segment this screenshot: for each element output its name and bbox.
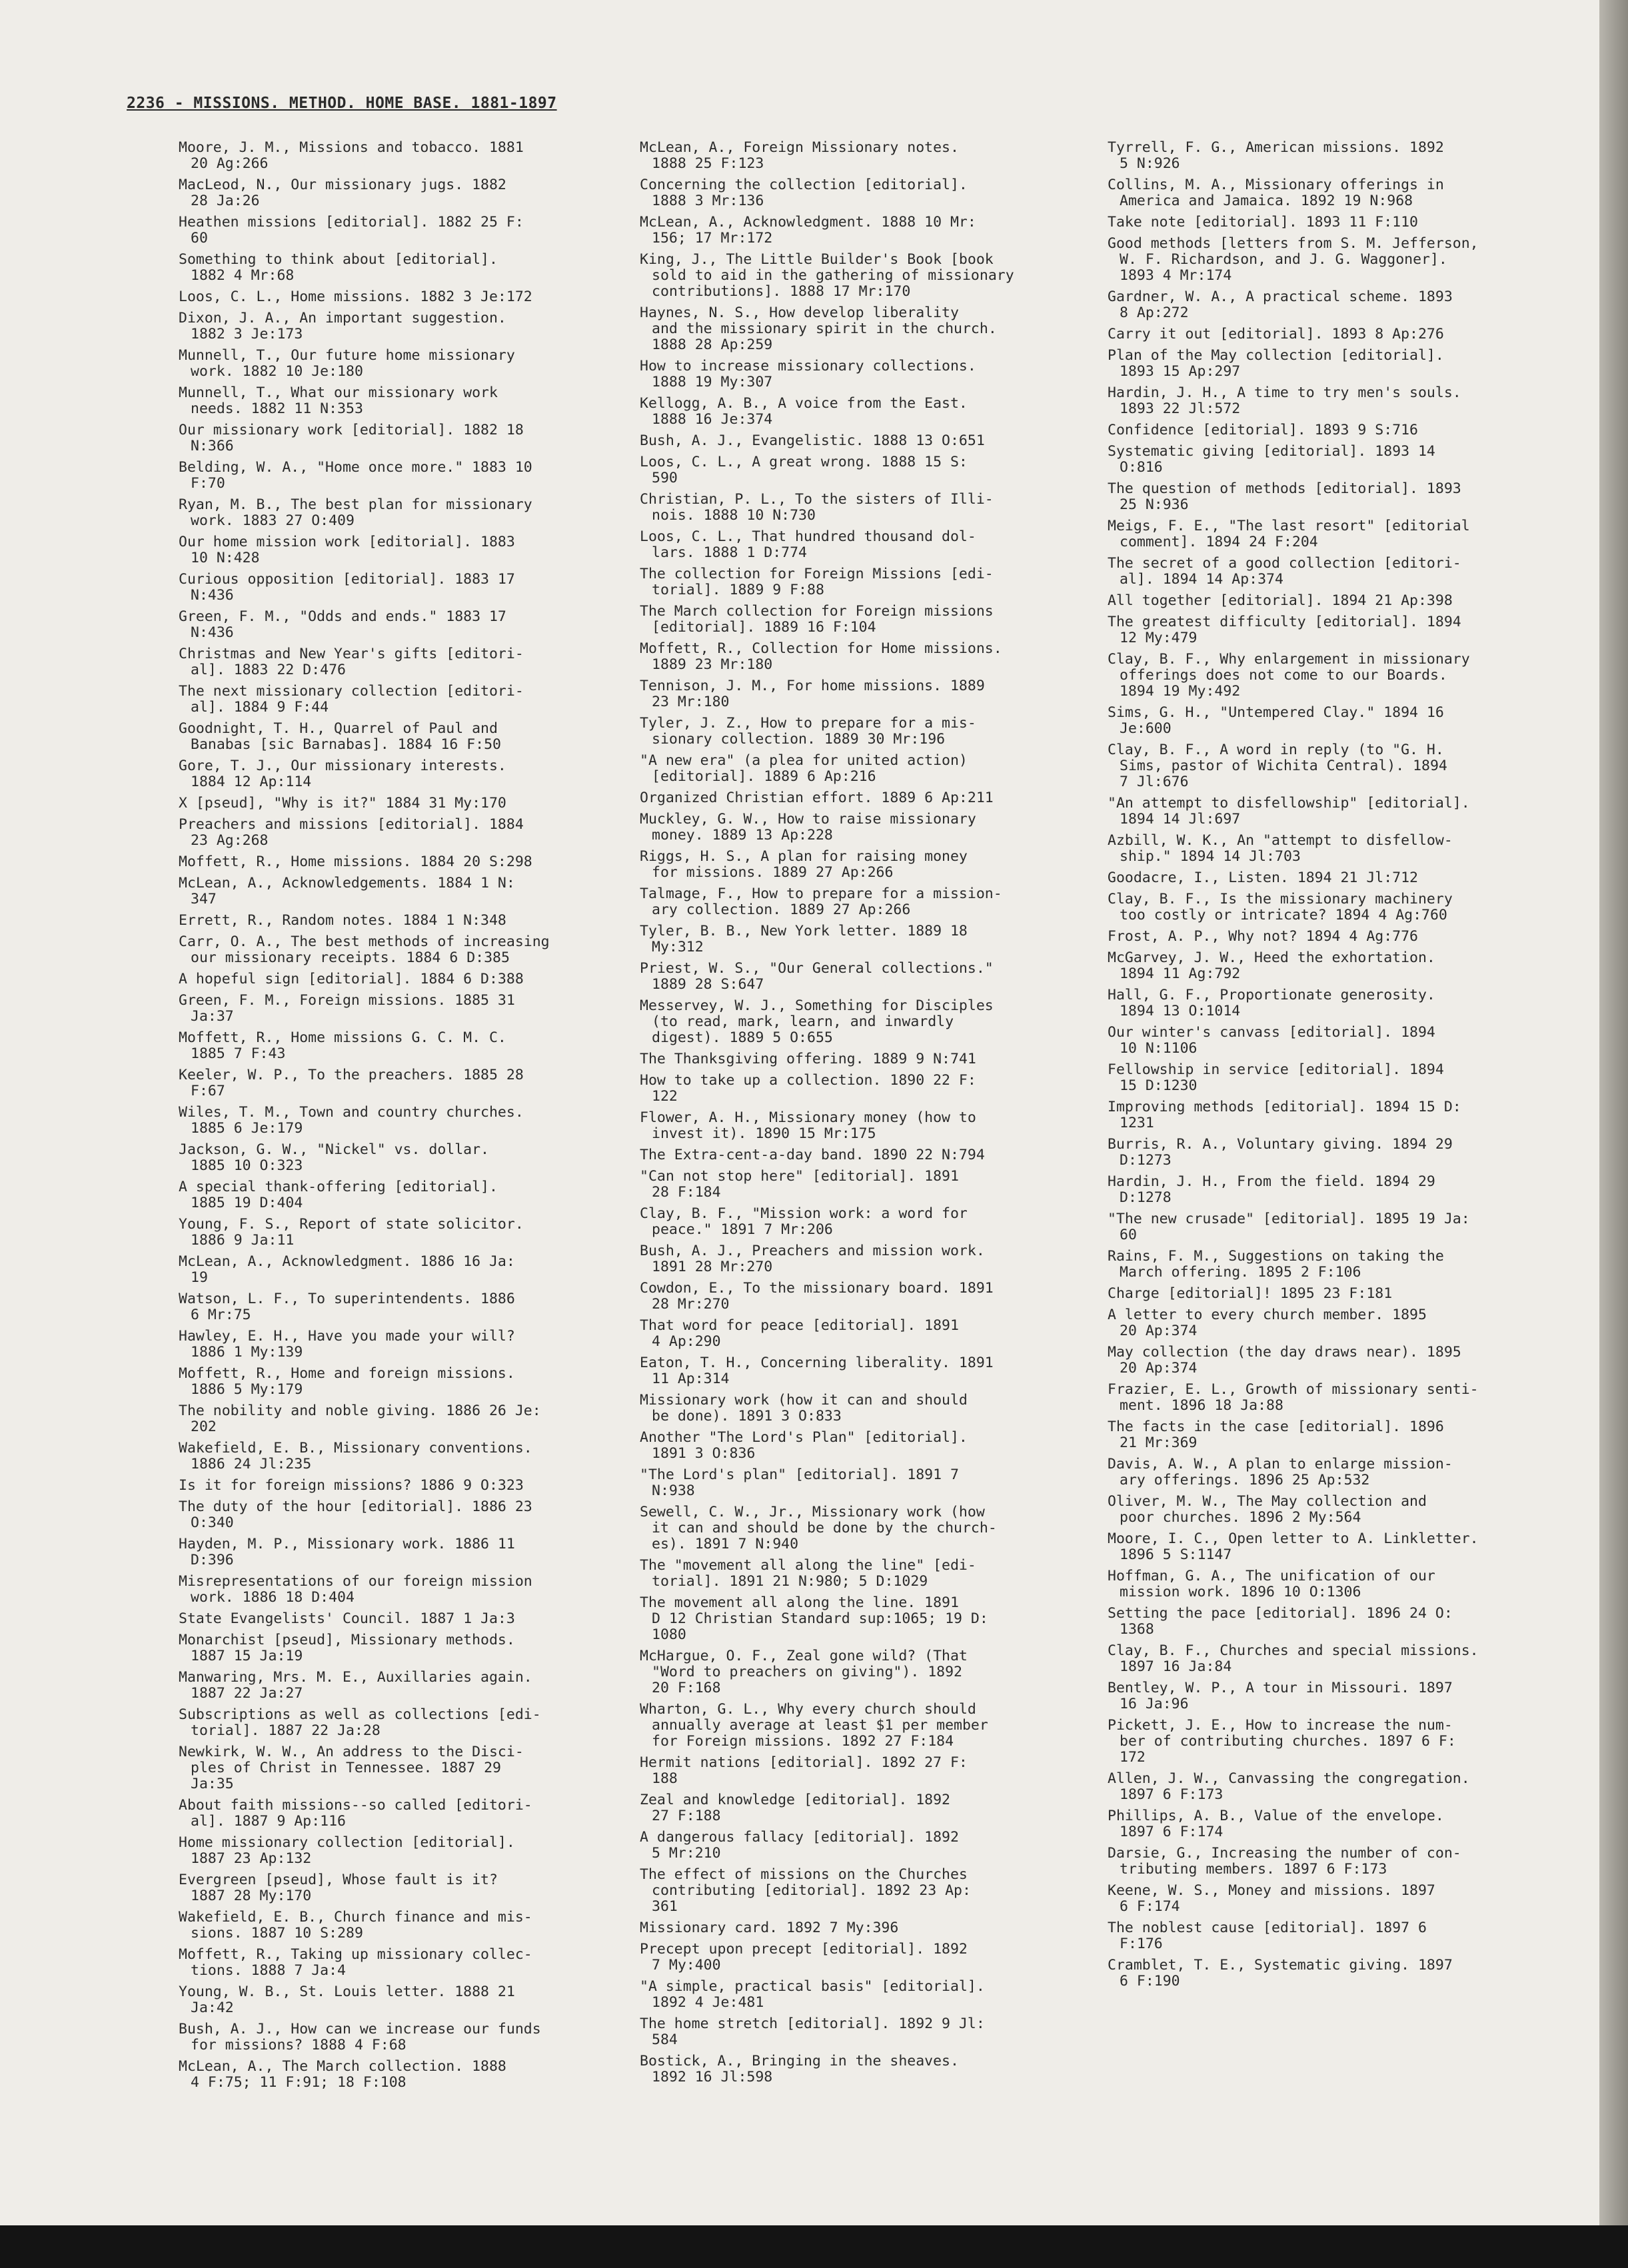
index-entry: Bentley, W. P., A tour in Missouri. 1897 16 Ja:96 [1108,1680,1453,1712]
index-entry: A letter to every church member. 1895 20 Ap:374 [1108,1307,1427,1339]
index-entry: "Can not stop here" [editorial]. 1891 28 F:184 [640,1168,959,1201]
index-entry: Davis, A. W., A plan to enlarge mission- ary offerings. 1896 25 Ap:532 [1108,1456,1453,1488]
index-entry: Moffett, R., Home missions G. C. M. C. 1885 7 F:43 [179,1029,506,1062]
index-entry: The next missionary collection [editori- al]. 1884 9 F:44 [179,683,524,716]
index-entry: Muckley, G. W., How to raise missionary money. 1889 13 Ap:228 [640,811,976,844]
index-entry: Hardin, J. H., A time to try men's souls. 1893 22 Jl:572 [1108,384,1461,417]
index-entry: Subscriptions as well as collections [edi- torial]. 1887 22 Ja:28 [179,1706,541,1739]
index-entry: Keene, W. S., Money and missions. 1897 6 F:174 [1108,1882,1435,1915]
index-entry: Missionary card. 1892 7 My:396 [640,1920,899,1936]
index-entry: That word for peace [editorial]. 1891 4 Ap:290 [640,1317,959,1350]
index-entry: Hall, G. F., Proportionate generosity. 1894 13 O:1014 [1108,987,1435,1019]
index-entry: Charge [editorial]! 1895 23 F:181 [1108,1285,1393,1302]
index-entry: The secret of a good collection [editori- al]. 1894 14 Ap:374 [1108,555,1461,588]
index-entry: Flower, A. H., Missionary money (how to invest it). 1890 15 Mr:175 [640,1109,976,1142]
index-entry: Clay, B. F., A word in reply (to "G. H. Sims, pastor of Wichita Central). 1894 7 Jl:676 [1108,742,1447,790]
index-entry: All together [editorial]. 1894 21 Ap:398 [1108,592,1453,609]
index-entry: Clay, B. F., Why enlargement in missionary offerings does not come to our Boards. 1894 19 My:492 [1108,651,1470,700]
index-entry: Allen, J. W., Canvassing the congregation. 1897 6 F:173 [1108,1770,1470,1803]
index-entry: Moore, I. C., Open letter to A. Linkletter. 1896 5 S:1147 [1108,1530,1479,1563]
index-entry: Christian, P. L., To the sisters of Illi- nois. 1888 10 N:730 [640,491,994,524]
index-entry: Hermit nations [editorial]. 1892 27 F: 188 [640,1754,968,1787]
index-entry: Clay, B. F., Churches and special missions. 1897 16 Ja:84 [1108,1642,1479,1675]
index-entry: Eaton, T. H., Concerning liberality. 1891 11 Ap:314 [640,1355,994,1387]
index-entry: Young, F. S., Report of state solicitor. 1886 9 Ja:11 [179,1216,524,1249]
index-entry: Darsie, G., Increasing the number of con- tributing members. 1897 6 F:173 [1108,1845,1461,1878]
index-entry: Loos, C. L., Home missions. 1882 3 Je:172 [179,288,532,305]
index-entry: Hayden, M. P., Missionary work. 1886 11 D:396 [179,1536,515,1568]
index-entry: Carr, O. A., The best methods of increasing our missionary receipts. 1884 6 D:385 [179,933,550,966]
index-entry: Green, F. M., "Odds and ends." 1883 17 N:436 [179,608,506,641]
index-entry: Rains, F. M., Suggestions on taking the March offering. 1895 2 F:106 [1108,1248,1444,1281]
index-entry: Errett, R., Random notes. 1884 1 N:348 [179,912,506,929]
index-entry: Green, F. M., Foreign missions. 1885 31 Ja:37 [179,992,515,1025]
index-entry: "An attempt to disfellowship" [editorial]. 1894 14 Jl:697 [1108,795,1470,828]
index-entry: Our winter's canvass [editorial]. 1894 10 N:1106 [1108,1024,1435,1057]
index-entry: Wakefield, E. B., Church finance and mis- sions. 1887 10 S:289 [179,1909,532,1942]
index-entry: MacLeod, N., Our missionary jugs. 1882 28 Ja:26 [179,177,506,209]
index-column-3 [1108,140,1534,1995]
index-entry: Sims, G. H., "Untempered Clay." 1894 16 Je:600 [1108,704,1444,737]
index-entry: McLean, A., Acknowledgements. 1884 1 N: 347 [179,875,515,907]
index-entry: Dixon, J. A., An important suggestion. 1882 3 Je:173 [179,310,506,342]
index-entry: Young, W. B., St. Louis letter. 1888 21 Ja:42 [179,1984,515,2016]
index-entry: Organized Christian effort. 1889 6 Ap:211 [640,790,994,806]
index-entry: Bush, A. J., How can we increase our funds for missions? 1888 4 F:68 [179,2021,541,2053]
index-entry: The question of methods [editorial]. 1893 25 N:936 [1108,480,1461,513]
index-entry: Messervey, W. J., Something for Disciples (to read, mark, learn, and inwardly digest). 1889 5 O:655 [640,997,994,1046]
index-entry: Cramblet, T. E., Systematic giving. 1897 6 F:190 [1108,1957,1453,1989]
index-entry: The duty of the hour [editorial]. 1886 23 O:340 [179,1498,532,1531]
index-entry: Good methods [letters from S. M. Jefferson, W. F. Richardson, and J. G. Waggoner]. 1893 4 Mr:174 [1108,235,1479,284]
index-entry: Preachers and missions [editorial]. 1884 23 Ag:268 [179,816,524,849]
index-entry: The facts in the case [editorial]. 1896 21 Mr:369 [1108,1418,1444,1451]
index-entry: McGarvey, J. W., Heed the exhortation. 1894 11 Ag:792 [1108,949,1435,982]
index-entry: Something to think about [editorial]. 1882 4 Mr:68 [179,251,498,284]
index-entry: Hawley, E. H., Have you made your will? 1886 1 My:139 [179,1328,515,1361]
index-entry: Belding, W. A., "Home once more." 1883 10 F:70 [179,459,532,492]
index-entry: Take note [editorial]. 1893 11 F:110 [1108,214,1418,231]
index-entry: Manwaring, Mrs. M. E., Auxillaries again. 1887 22 Ja:27 [179,1669,532,1702]
index-entry: "A new era" (a plea for united action) [editorial]. 1889 6 Ap:216 [640,752,968,785]
index-entry: Wiles, T. M., Town and country churches. 1885 6 Je:179 [179,1104,524,1137]
index-entry: Fellowship in service [editorial]. 1894 15 D:1230 [1108,1061,1444,1094]
index-entry: Curious opposition [editorial]. 1883 17 N:436 [179,571,515,604]
index-entry: Gore, T. J., Our missionary interests. 1884 12 Ap:114 [179,758,506,790]
index-entry: The Extra-cent-a-day band. 1890 22 N:794 [640,1147,985,1163]
page-header: 2236 - MISSIONS. METHOD. HOME BASE. 1881-1897 [127,95,557,112]
index-entry: Kellogg, A. B., A voice from the East. 1888 16 Je:374 [640,395,968,428]
index-entry: Munnell, T., What our missionary work needs. 1882 11 N:353 [179,384,498,417]
index-entry: "The Lord's plan" [editorial]. 1891 7 N:938 [640,1466,959,1499]
index-entry: Monarchist [pseud], Missionary methods. 1887 15 Ja:19 [179,1632,515,1664]
index-entry: Hoffman, G. A., The unification of our mission work. 1896 10 O:1306 [1108,1568,1435,1600]
index-entry: Cowdon, E., To the missionary board. 1891 28 Mr:270 [640,1280,994,1313]
index-entry: The greatest difficulty [editorial]. 1894 12 My:479 [1108,614,1461,646]
index-entry: Our home mission work [editorial]. 1883 10 N:428 [179,534,515,566]
index-entry: Frost, A. P., Why not? 1894 4 Ag:776 [1108,928,1418,945]
index-entry: Munnell, T., Our future home missionary work. 1882 10 Je:180 [179,347,515,380]
index-entry: Moffett, R., Collection for Home missions. 1889 23 Mr:180 [640,640,1002,673]
index-entry: Tyrrell, F. G., American missions. 1892 5 N:926 [1108,139,1444,172]
page-binding-edge [1599,0,1628,2268]
index-entry: Meigs, F. E., "The last resort" [editorial comment]. 1894 24 F:204 [1108,518,1470,550]
index-entry: Loos, C. L., That hundred thousand dol- lars. 1888 1 D:774 [640,528,976,561]
index-entry: Newkirk, W. W., An address to the Disci- ples of Christ in Tennessee. 1887 29 Ja:35 [179,1744,524,1792]
index-entry: The collection for Foreign Missions [edi- torial]. 1889 9 F:88 [640,566,994,598]
index-entry: Setting the pace [editorial]. 1896 24 O: 1368 [1108,1605,1453,1638]
index-column-1 [179,140,578,2096]
index-entry: Concerning the collection [editorial]. 1888 3 Mr:136 [640,177,968,209]
index-entry: Confidence [editorial]. 1893 9 S:716 [1108,422,1418,438]
index-entry: Azbill, W. K., An "attempt to disfellow- ship." 1894 14 Jl:703 [1108,832,1453,865]
index-entry: Phillips, A. B., Value of the envelope. 1897 6 F:174 [1108,1808,1444,1840]
index-entry: Pickett, J. E., How to increase the num- ber of contributing churches. 1897 6 F: 172 [1108,1717,1456,1766]
index-entry: Evergreen [pseud], Whose fault is it? 1887 28 My:170 [179,1872,498,1904]
index-entry: The "movement all along the line" [edi- torial]. 1891 21 N:980; 5 D:1029 [640,1557,976,1590]
index-entry: McHargue, O. F., Zeal gone wild? (That "Word to preachers on giving"). 1892 20 F:168 [640,1648,968,1696]
index-entry: Bostick, A., Bringing in the sheaves. 1892 16 Jl:598 [640,2053,959,2085]
index-entry: Goodnight, T. H., Quarrel of Paul and Banabas [sic Barnabas]. 1884 16 F:50 [179,720,501,753]
index-entry: X [pseud], "Why is it?" 1884 31 My:170 [179,795,506,812]
index-entry: Loos, C. L., A great wrong. 1888 15 S: 590 [640,454,968,486]
index-entry: Sewell, C. W., Jr., Missionary work (how it can and should be done by the church- es). 1891 7 N:940 [640,1504,997,1552]
index-entry: Gardner, W. A., A practical scheme. 1893 8 Ap:272 [1108,288,1453,321]
index-entry: Tyler, J. Z., How to prepare for a mis- sionary collection. 1889 30 Mr:196 [640,715,976,748]
index-entry: Bush, A. J., Evangelistic. 1888 13 O:651 [640,432,985,449]
index-entry: Oliver, M. W., The May collection and poor churches. 1896 2 My:564 [1108,1493,1427,1526]
index-entry: Clay, B. F., Is the missionary machinery too costly or intricate? 1894 4 Ag:760 [1108,891,1453,923]
index-entry: A dangerous fallacy [editorial]. 1892 5 Mr:210 [640,1829,959,1862]
index-entry: King, J., The Little Builder's Book [book sold to aid in the gathering of missionary contributions]. 1888 17 Mr:170 [640,251,1014,300]
index-entry: Ryan, M. B., The best plan for missionary work. 1883 27 O:409 [179,496,532,529]
index-entry: Moore, J. M., Missions and tobacco. 1881 20 Ag:266 [179,139,524,172]
index-entry: The Thanksgiving offering. 1889 9 N:741 [640,1051,976,1067]
index-entry: Hardin, J. H., From the field. 1894 29 D:1278 [1108,1173,1435,1206]
index-entry: Christmas and New Year's gifts [editori- al]. 1883 22 D:476 [179,646,524,678]
index-entry: A special thank-offering [editorial]. 1885 19 D:404 [179,1179,498,1211]
index-entry: Moffett, R., Home missions. 1884 20 S:298 [179,853,532,870]
index-entry: McLean, A., Foreign Missionary notes. 1888 25 F:123 [640,139,959,172]
index-entry: Plan of the May collection [editorial]. 1893 15 Ap:297 [1108,347,1444,380]
index-entry: The movement all along the line. 1891 D 12 Christian Standard sup:1065; 19 D: 1080 [640,1594,988,1643]
scan-bottom-border [0,2225,1628,2268]
index-entry: Our missionary work [editorial]. 1882 18 N:366 [179,422,524,454]
index-entry: How to increase missionary collections. 1888 19 My:307 [640,358,976,390]
index-entry: Home missionary collection [editorial]. 1887 23 Ap:132 [179,1834,515,1867]
index-entry: Goodacre, I., Listen. 1894 21 Jl:712 [1108,869,1418,886]
index-entry: The home stretch [editorial]. 1892 9 Jl: 584 [640,2015,985,2048]
index-entry: The nobility and noble giving. 1886 26 Je: 202 [179,1403,541,1435]
index-entry: State Evangelists' Council. 1887 1 Ja:3 [179,1610,515,1627]
index-entry: McLean, A., The March collection. 1888 4 F:75; 11 F:91; 18 F:108 [179,2058,506,2091]
index-entry: Tyler, B. B., New York letter. 1889 18 My:312 [640,923,968,955]
index-entry: Clay, B. F., "Mission work: a word for peace." 1891 7 Mr:206 [640,1205,968,1238]
index-entry: How to take up a collection. 1890 22 F: 122 [640,1072,976,1105]
index-entry: Riggs, H. S., A plan for raising money for missions. 1889 27 Ap:266 [640,848,968,881]
index-entry: Missionary work (how it can and should be done). 1891 3 O:833 [640,1392,968,1424]
index-entry: Collins, M. A., Missionary offerings in America and Jamaica. 1892 19 N:968 [1108,177,1444,209]
index-entry: Is it for foreign missions? 1886 9 O:323 [179,1477,524,1494]
index-entry: Precept upon precept [editorial]. 1892 7 My:400 [640,1941,968,1974]
index-entry: Wharton, G. L., Why every church should annually average at least $1 per member for Foreign missions. 1892 27 F:184 [640,1701,988,1750]
index-entry: Another "The Lord's Plan" [editorial]. 1891 3 O:836 [640,1429,968,1462]
index-entry: McLean, A., Acknowledgment. 1888 10 Mr: 156; 17 Mr:172 [640,214,976,247]
index-entry: Moffett, R., Home and foreign missions. 1886 5 My:179 [179,1365,515,1398]
index-entry: Priest, W. S., "Our General collections." 1889 28 S:647 [640,960,994,993]
index-entry: Frazier, E. L., Growth of missionary senti- ment. 1896 18 Ja:88 [1108,1381,1479,1414]
index-entry: McLean, A., Acknowledgment. 1886 16 Ja: 19 [179,1253,515,1286]
index-entry: Carry it out [editorial]. 1893 8 Ap:276 [1108,326,1444,342]
index-entry: Improving methods [editorial]. 1894 15 D: 1231 [1108,1099,1461,1131]
index-entry: The effect of missions on the Churches contributing [editorial]. 1892 23 Ap: 361 [640,1866,971,1915]
index-entry: Jackson, G. W., "Nickel" vs. dollar. 1885 10 O:323 [179,1141,489,1174]
index-entry: "A simple, practical basis" [editorial]. 1892 4 Je:481 [640,1978,985,2011]
index-entry: About faith missions--so called [editori- al]. 1887 9 Ap:116 [179,1797,532,1830]
index-entry: Keeler, W. P., To the preachers. 1885 28 F:67 [179,1067,524,1099]
index-entry: A hopeful sign [editorial]. 1884 6 D:388 [179,971,524,987]
index-entry: The March collection for Foreign missions [editorial]. 1889 16 F:104 [640,603,994,636]
index-entry: Systematic giving [editorial]. 1893 14 O:816 [1108,443,1435,476]
index-entry: Talmage, F., How to prepare for a mission- ary collection. 1889 27 Ap:266 [640,885,1002,918]
index-column-2 [640,140,1046,2091]
index-entry: "The new crusade" [editorial]. 1895 19 Ja: 60 [1108,1211,1470,1243]
index-entry: Misrepresentations of our foreign mission work. 1886 18 D:404 [179,1573,532,1606]
index-entry: Bush, A. J., Preachers and mission work. 1891 28 Mr:270 [640,1243,985,1275]
index-entry: Heathen missions [editorial]. 1882 25 F: 60 [179,214,524,247]
index-entry: May collection (the day draws near). 1895 20 Ap:374 [1108,1344,1461,1377]
index-entry: Wakefield, E. B., Missionary conventions. 1886 24 Jl:235 [179,1440,532,1472]
index-entry: The noblest cause [editorial]. 1897 6 F:176 [1108,1920,1427,1952]
index-entry: Watson, L. F., To superintendents. 1886 6 Mr:75 [179,1291,515,1323]
index-entry: Moffett, R., Taking up missionary collec- tions. 1888 7 Ja:4 [179,1946,532,1979]
index-entry: Tennison, J. M., For home missions. 1889 23 Mr:180 [640,678,985,710]
index-entry: Zeal and knowledge [editorial]. 1892 27 F:188 [640,1792,950,1824]
index-entry: Burris, R. A., Voluntary giving. 1894 29 D:1273 [1108,1136,1453,1169]
index-entry: Haynes, N. S., How develop liberality and the missionary spirit in the church. 1888 28 Ap:259 [640,304,997,353]
